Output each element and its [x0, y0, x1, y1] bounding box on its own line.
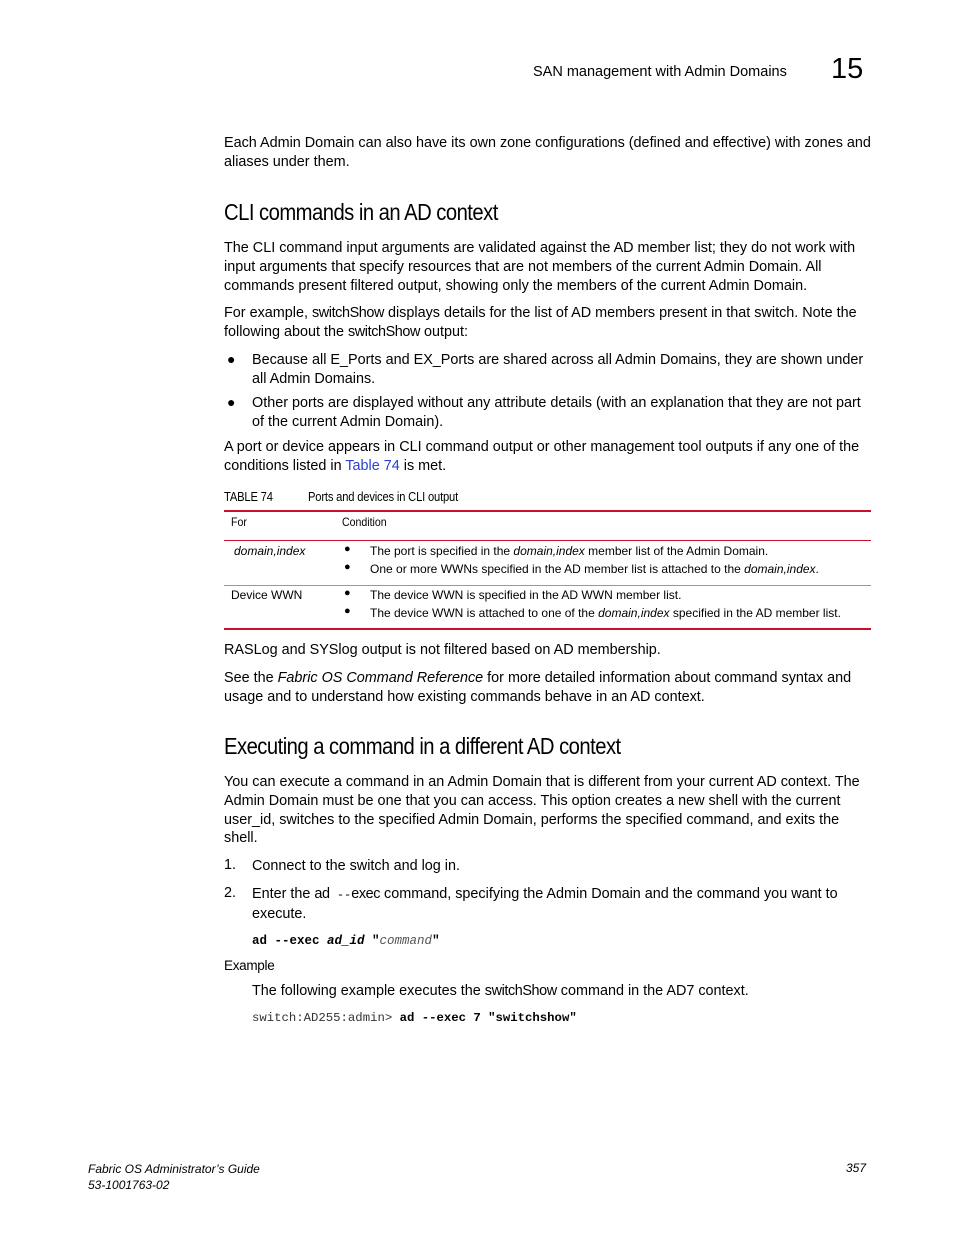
command-switchshow: switchShow: [348, 323, 420, 340]
table-caption: Ports and devices in CLI output: [308, 489, 459, 504]
table-label: TABLE 74: [224, 489, 273, 504]
text: A port or device appears in CLI command output or other management tool outputs if any one of the conditions listed in: [224, 439, 860, 474]
chapter-number: 15: [831, 53, 864, 85]
table-row2-for: Device WWN: [231, 588, 303, 602]
table-row1-condition-1: The port is specified in the domain,index member list of the Admin Domain.: [370, 544, 769, 558]
code-prompt: switch:AD255:admin>: [252, 1011, 400, 1025]
bullet-icon: ●: [344, 543, 351, 555]
table-header-for: For: [231, 515, 247, 529]
command-switchshow: switchShow: [311, 305, 384, 321]
raslog-paragraph: RASLog and SYSlog output is not filtered based on AD membership.: [224, 642, 661, 658]
step-number: 2.: [224, 885, 237, 901]
table-row1-for: domain,index: [234, 544, 306, 558]
step-number: 1.: [224, 857, 237, 873]
step-2-text: Enter the ad --exec command, specifying the Admin Domain and the command you want to execute.: [252, 886, 838, 922]
command-switchshow: switchShow: [484, 983, 557, 999]
see-reference-paragraph: See the Fabric OS Command Reference for more detailed information about command syntax and usage and to understand how existing commands behave in an AD context.: [224, 670, 852, 705]
table-top-rule: [224, 510, 871, 512]
page-number: 357: [846, 1161, 867, 1175]
text: displays details for the list of AD members present in that switch. Note the following about the: [224, 305, 857, 340]
table-74-link[interactable]: Table 74: [345, 457, 400, 474]
section1-paragraph-2: [224, 304, 872, 342]
example-description: The following example executes the switchShow command in the AD7 context.: [252, 983, 749, 999]
table-row1-condition-2: One or more WWNs specified in the AD member list is attached to the domain,index.: [370, 562, 819, 576]
command-ad: ad: [314, 886, 330, 902]
table-header-condition: Condition: [342, 515, 387, 529]
footer-doc-number: 53-1001763-02: [88, 1178, 170, 1192]
table-row2-condition-1: The device WWN is specified in the AD WWN member list.: [370, 588, 682, 602]
bullet-icon: ●: [344, 587, 351, 599]
section2-paragraph-1: You can execute a command in an Admin Domain that is different from your current AD context. The Admin Domain must be one that you can access. This option creates a new shell with the current user_id, switches to the specified Admin Domain, performs the specified command, and exits the shell.: [224, 774, 860, 847]
code-command: ad --exec 7 "switchshow": [399, 1011, 577, 1025]
command-syntax: ad --exec ad_id "command": [252, 934, 440, 948]
section-heading-executing-command: Executing a command in a different AD context: [224, 733, 621, 759]
bullet-item: Other ports are displayed without any attribute details (with an explanation that they are not part of the current Admin Domain).: [252, 395, 861, 430]
section1-paragraph-3: [224, 438, 872, 476]
running-header-title: SAN management with Admin Domains: [533, 64, 787, 80]
section1-paragraph-1: The CLI command input arguments are validated against the AD member list; they do not work with input arguments that specify resources that are not members of the current Admin Domain. All commands present filtered output, showing only the members of the current Admin Domain.: [224, 240, 856, 294]
step-1-text: Connect to the switch and log in.: [252, 858, 460, 874]
table-header-rule: [224, 540, 871, 541]
bullet-icon: ●: [344, 605, 351, 617]
reference-title: Fabric OS Command Reference: [277, 670, 484, 686]
example-code: [252, 1011, 577, 1025]
bullet-icon: ●: [344, 561, 351, 573]
text: is met.: [399, 457, 447, 474]
command-exec: exec: [351, 886, 381, 902]
footer-guide-title: Fabric OS Administrator’s Guide: [88, 1162, 260, 1176]
section-heading-cli-commands: CLI commands in an AD context: [224, 199, 498, 225]
bullet-item: Because all E_Ports and EX_Ports are shared across all Admin Domains, they are shown under all Admin Domains.: [252, 352, 864, 387]
table-row2-condition-2: The device WWN is attached to one of the domain,index specified in the AD member list.: [370, 606, 841, 620]
bullet-icon: ●: [227, 351, 236, 367]
text: For example,: [224, 305, 312, 321]
table-bottom-rule: [224, 628, 871, 630]
example-label: Example: [224, 958, 275, 973]
bullet-icon: ●: [227, 394, 236, 410]
intro-paragraph: Each Admin Domain can also have its own zone configurations (defined and effective) with zones and aliases under them.: [224, 135, 871, 170]
text: output:: [420, 323, 469, 340]
